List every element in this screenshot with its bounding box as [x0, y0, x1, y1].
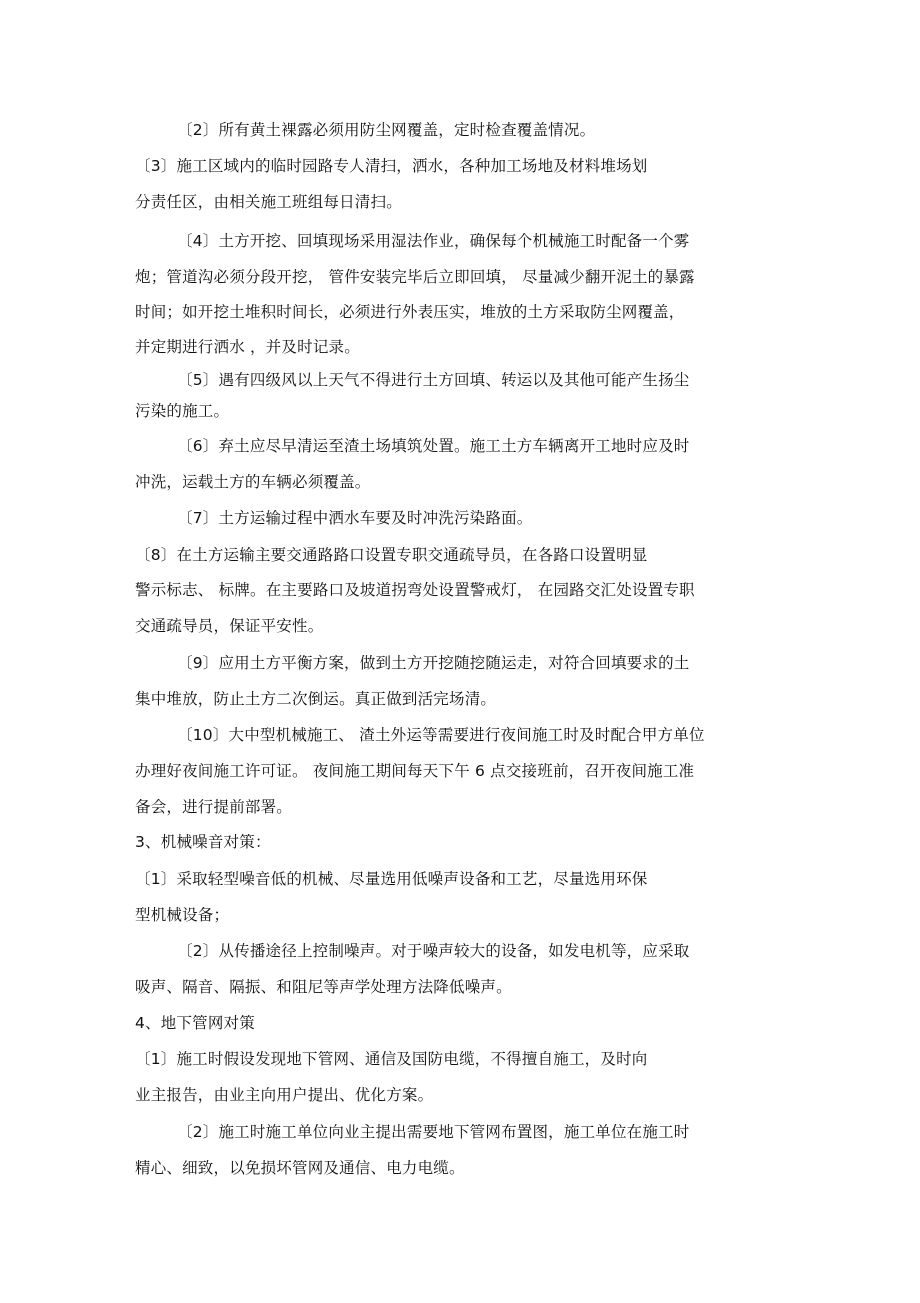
text-line: 并定期进行洒水 ，并及时记录。	[135, 338, 360, 356]
text-line: 〔8〕在土方运输主要交通路路口设置专职交通疏导员，在各路口设置明显	[135, 546, 648, 564]
text-line: 时间；如开挖土堆积时间长，必须进行外表压实，堆放的土方采取防尘网覆盖，	[135, 303, 685, 321]
text-line: 备会，进行提前部署。	[135, 798, 293, 816]
text-line: 办理好夜间施工许可证。 夜间施工期间每天下午 6 点交接班前，召开夜间施工准	[135, 762, 695, 780]
section-heading: 4、地下管网对策	[135, 1014, 255, 1032]
text-line: 〔1〕施工时假设发现地下管网、通信及国防电缆，不得擅自施工，及时向	[135, 1050, 648, 1068]
text-line: 交通疏导员，保证平安性。	[135, 617, 324, 635]
text-line: 〔2〕从传播途径上控制噪声。对于噪声较大的设备，如发电机等，应采取	[177, 942, 690, 960]
text-line: 〔6〕弃土应尽早清运至渣土场填筑处置。施工土方车辆离开工地时应及时	[177, 437, 690, 455]
section-heading: 3、机械噪音对策：	[135, 833, 271, 851]
text-line: 冲洗，运载土方的车辆必须覆盖。	[135, 473, 371, 491]
text-line: 污染的施工。	[135, 402, 230, 420]
text-line: 炮；管道沟必须分段开挖， 管件安装完毕后立即回填， 尽量减少翻开泥土的暴露	[135, 268, 695, 286]
text-line: 业主报告，由业主向用户提出、优化方案。	[135, 1086, 434, 1104]
text-line: 警示标志、 标牌。在主要路口及坡道拐弯处设置警戒灯， 在园路交汇处设置专职	[135, 581, 695, 599]
text-line: 〔2〕施工时施工单位向业主提出需要地下管网布置图，施工单位在施工时	[177, 1123, 690, 1141]
text-line: 型机械设备；	[135, 906, 230, 924]
text-line: 集中堆放，防止土方二次倒运。真正做到活完场清。	[135, 690, 497, 708]
text-line: 〔7〕土方运输过程中洒水车要及时冲洗污染路面。	[177, 509, 533, 527]
text-line: 〔3〕施工区域内的临时园路专人清扫，洒水，各种加工场地及材料堆场划	[135, 157, 648, 175]
text-line: 分责任区，由相关施工班组每日清扫。	[135, 193, 402, 211]
text-line: 〔1〕采取轻型噪音低的机械、尽量选用低噪声设备和工艺，尽量选用环保	[135, 870, 648, 888]
text-line: 精心、细致，以免损坏管网及通信、电力电缆。	[135, 1159, 465, 1177]
text-line: 〔4〕土方开挖、回填现场采用湿法作业，确保每个机械施工时配备一个雾	[177, 232, 690, 250]
text-line: 〔10〕大中型机械施工、 渣土外运等需要进行夜间施工时及时配合甲方单位	[177, 726, 705, 744]
text-line: 〔5〕遇有四级风以上天气不得进行土方回填、转运以及其他可能产生扬尘	[177, 371, 690, 389]
text-line: 吸声、隔音、隔振、和阻尼等声学处理方法降低噪声。	[135, 978, 512, 996]
text-line: 〔9〕应用土方平衡方案，做到土方开挖随挖随运走，对符合回填要求的土	[177, 654, 690, 672]
text-line: 〔2〕所有黄土裸露必须用防尘网覆盖，定时检查覆盖情况。	[177, 121, 596, 139]
